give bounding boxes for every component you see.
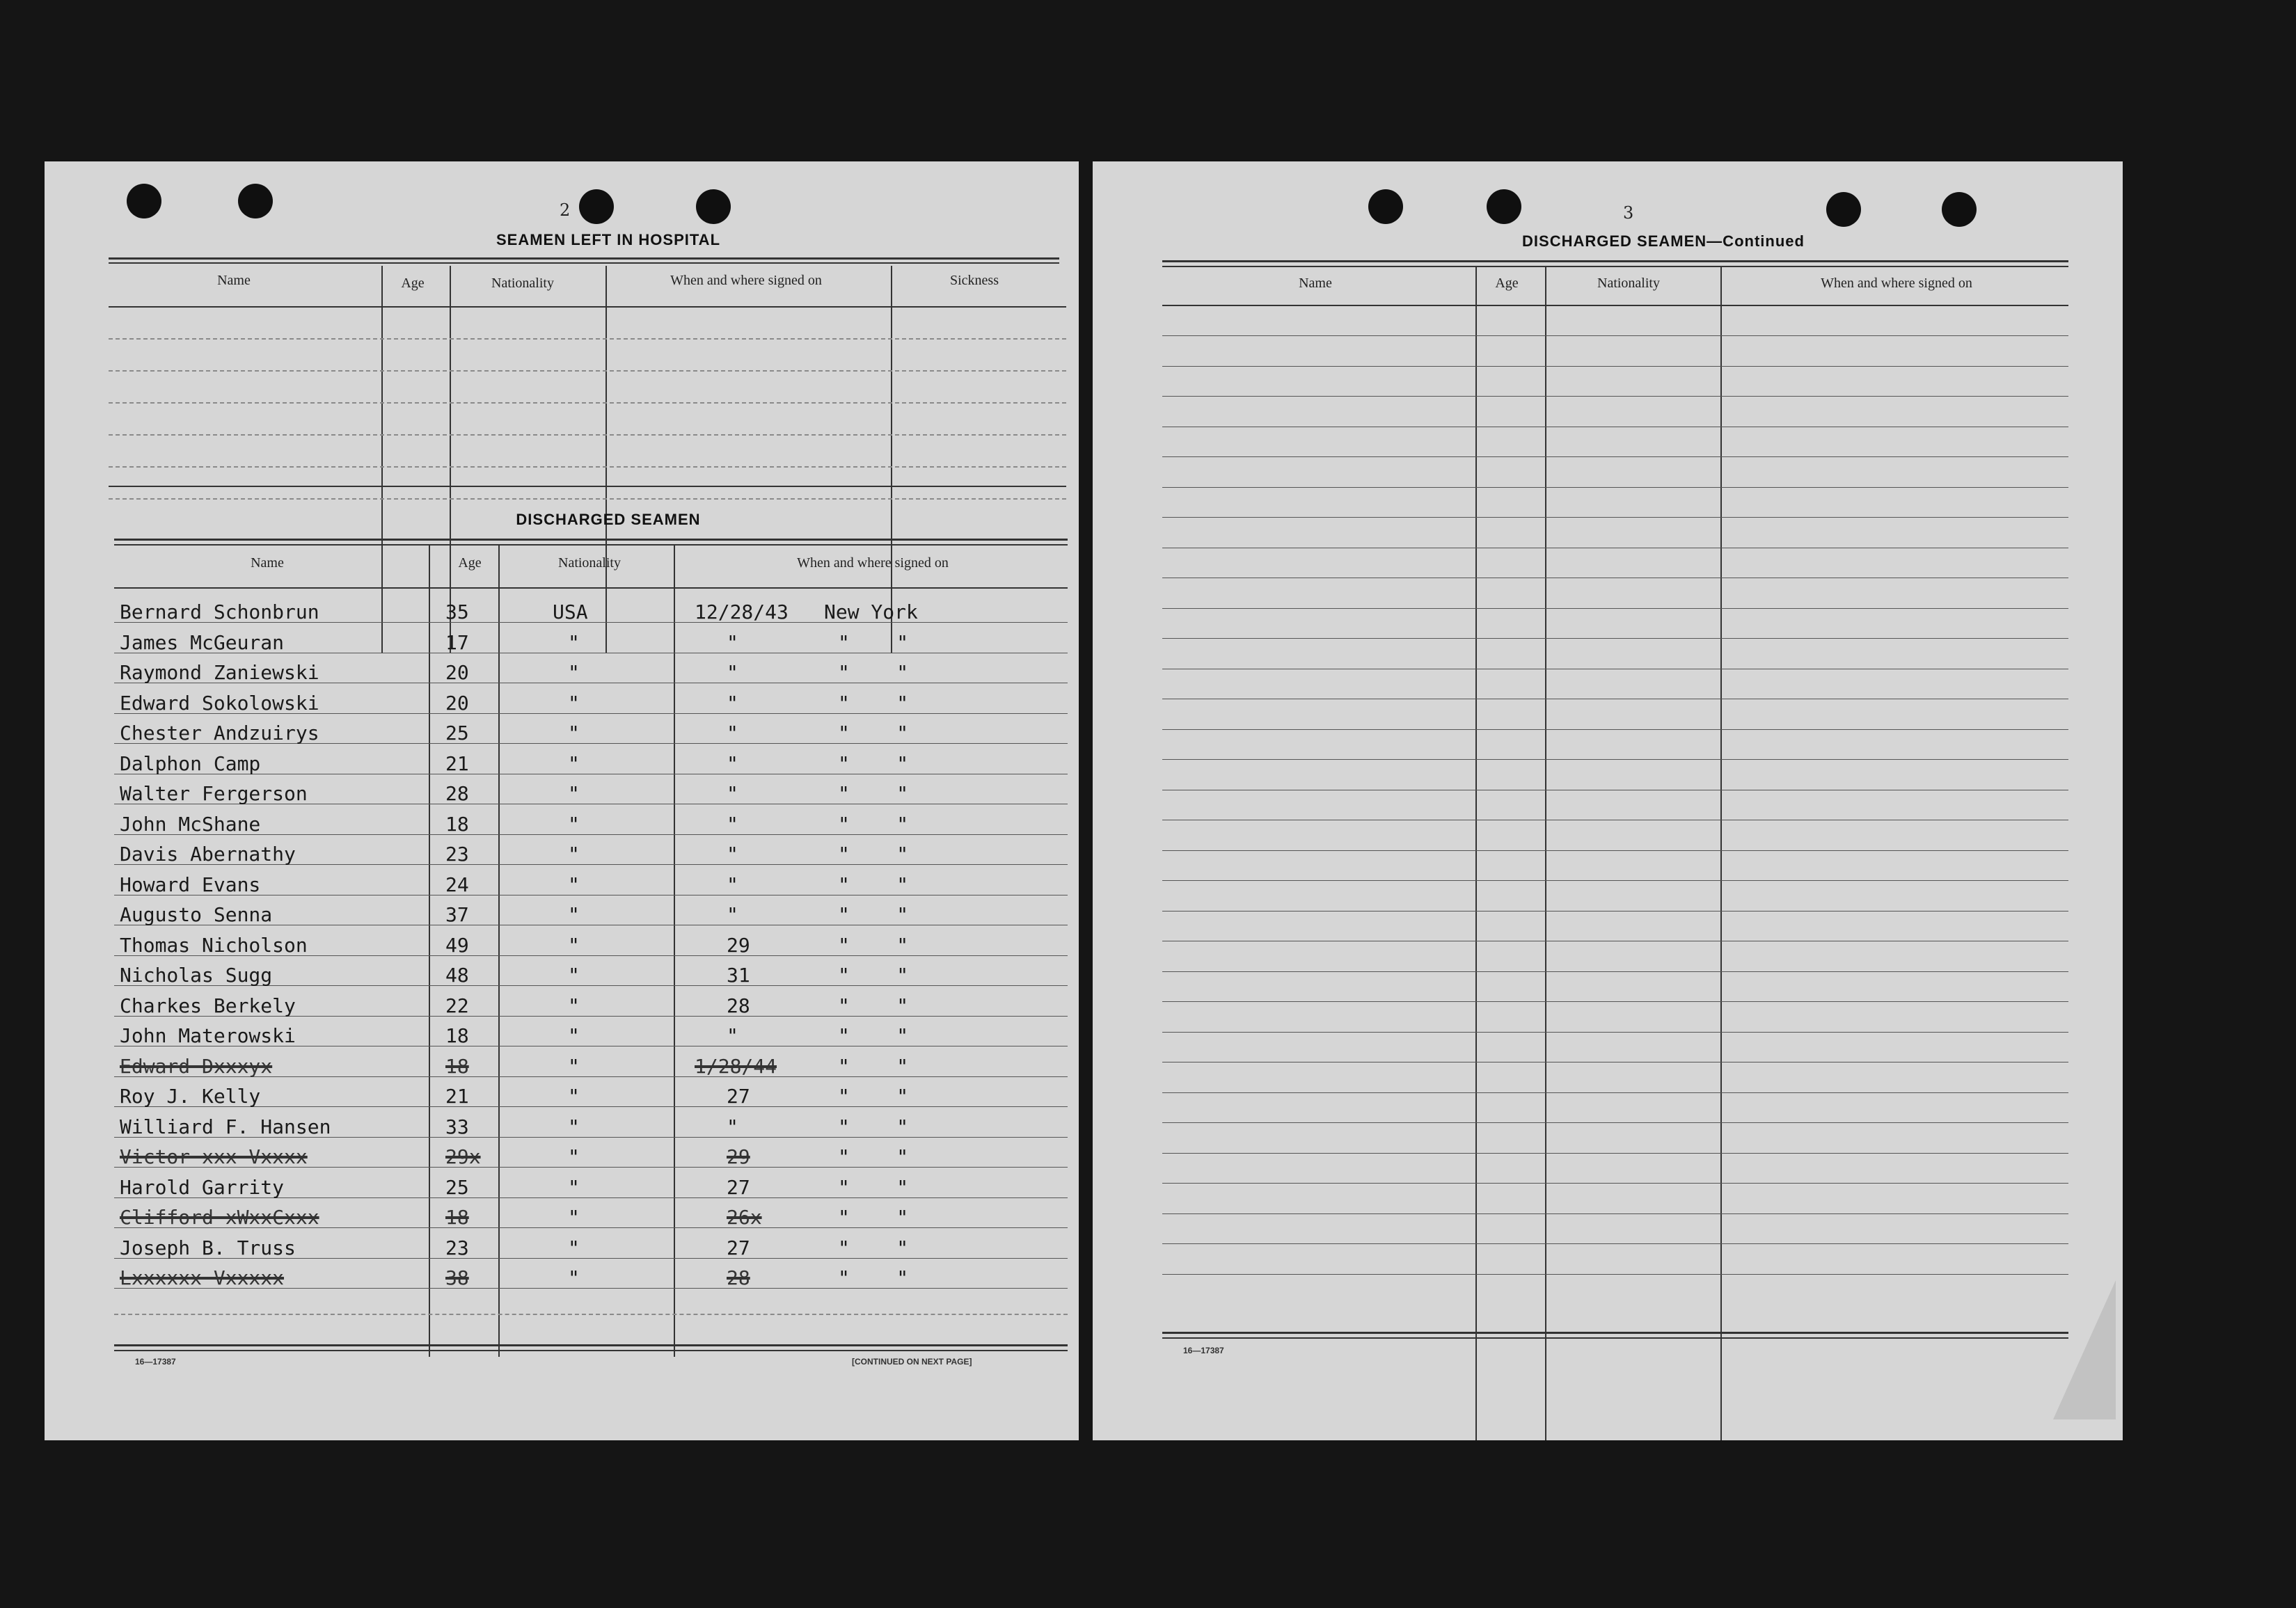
seaman-name: Dalphon Camp [120,752,261,775]
row-line [109,434,1066,436]
rule [1162,1332,2068,1334]
column-divider [1475,267,1477,1440]
seaman-signed-place: " " [838,631,909,654]
column-divider [498,546,500,1357]
row-line [1162,335,2068,336]
col-header-age: Age [1495,276,1519,291]
seaman-signed-place: " " [838,752,909,775]
seaman-age: 23 [445,843,469,866]
rule [114,544,1068,546]
row-line [1162,456,2068,457]
seaman-name: Joseph B. Truss [120,1236,296,1259]
col-header-nationality: Nationality [558,555,621,571]
seaman-nationality: " [568,1055,580,1078]
seaman-name: Bernard Schonbrun [120,600,319,623]
seaman-name: Walter Fergerson [120,782,308,805]
seaman-age: 38 [445,1266,469,1289]
continued-note: [CONTINUED ON NEXT PAGE] [852,1357,972,1367]
col-header-signed-on: When and where signed on [670,273,822,288]
row-line [1162,1122,2068,1123]
seaman-signed-place: " " [838,1055,909,1078]
seaman-age: 35 [445,600,469,623]
rule [114,587,1068,589]
hospital-section-title: SEAMEN LEFT IN HOSPITAL [496,231,721,248]
seaman-name: James McGeuran [120,631,285,654]
seaman-nationality: " [568,964,580,987]
seaman-age: 20 [445,661,469,684]
seaman-name: Charkes Berkely [120,994,296,1017]
row-line [1162,396,2068,397]
seaman-signed-date: " [727,692,738,715]
seaman-age: 37 [445,903,469,926]
continued-section-title: DISCHARGED SEAMEN—Continued [1522,232,1805,250]
seaman-age: 18 [445,813,469,836]
punch-hole [696,189,731,224]
column-divider [1720,267,1722,1440]
seaman-nationality: " [568,813,580,836]
seaman-signed-place: " " [838,873,909,896]
seaman-signed-place: New York [824,600,918,623]
seaman-age: 17 [445,631,469,654]
seaman-signed-place: " " [838,1176,909,1199]
seaman-age: 21 [445,752,469,775]
rule [109,257,1059,260]
punch-hole [1826,192,1861,227]
seaman-nationality: USA [553,600,588,623]
seaman-signed-date: " [727,661,738,684]
row-line [1162,880,2068,881]
seaman-signed-date: " [727,1024,738,1047]
row-line [1162,729,2068,730]
punch-hole [1368,189,1403,224]
seaman-signed-date: 1/28/44 [695,1055,777,1078]
seaman-nationality: " [568,934,580,957]
seaman-signed-place: " " [838,1115,909,1138]
seaman-name: Edward Dxxxyx [120,1055,273,1078]
seaman-name: Lxxxxxx Vxxxxx [120,1266,285,1289]
seaman-signed-place: " " [838,934,909,957]
row-line [1162,1274,2068,1275]
seaman-nationality: " [568,752,580,775]
rule [109,306,1066,308]
seaman-signed-date: " [727,631,738,654]
col-header-name: Name [251,555,284,571]
punch-hole [1487,189,1521,224]
seaman-name: Roy J. Kelly [120,1085,261,1108]
seaman-nationality: " [568,1115,580,1138]
seaman-age: 18 [445,1024,469,1047]
seaman-signed-place: " " [838,964,909,987]
rule [109,486,1066,487]
page-corner-fold [2053,1280,2116,1419]
seaman-name: Raymond Zaniewski [120,661,319,684]
col-header-nationality: Nationality [491,276,554,291]
seaman-nationality: " [568,782,580,805]
col-header-signed-on: When and where signed on [1821,276,1972,291]
seaman-name: Augusto Senna [120,903,273,926]
seaman-age: 18 [445,1206,469,1229]
row-line [114,1314,1068,1315]
seaman-signed-date: 12/28/43 [695,600,789,623]
seaman-name: Edward Sokolowski [120,692,319,715]
seaman-signed-place: " " [838,661,909,684]
seaman-age: 20 [445,692,469,715]
row-line [1162,971,2068,972]
row-line [109,498,1066,500]
rule [114,539,1068,541]
seaman-nationality: " [568,873,580,896]
seaman-signed-place: " " [838,843,909,866]
seaman-name: John McShane [120,813,261,836]
col-header-age: Age [458,555,482,571]
seaman-nationality: " [568,631,580,654]
rule [1162,266,2068,267]
seaman-signed-date: " [727,903,738,926]
punch-hole [1942,192,1977,227]
col-header-name: Name [1299,276,1332,291]
seaman-age: 18 [445,1055,469,1078]
seaman-signed-place: " " [838,994,909,1017]
seaman-name: Victor xxx Vxxxx [120,1145,308,1168]
seaman-age: 28 [445,782,469,805]
seaman-age: 49 [445,934,469,957]
seaman-nationality: " [568,994,580,1017]
seaman-signed-place: " " [838,1085,909,1108]
rule [114,1350,1068,1351]
row-line [1162,1213,2068,1214]
column-divider [1545,267,1546,1440]
seaman-signed-date: 29 [727,1145,750,1168]
seaman-nationality: " [568,1085,580,1108]
seaman-age: 25 [445,1176,469,1199]
seaman-signed-date: " [727,782,738,805]
seaman-signed-date: 31 [727,964,750,987]
row-line [1162,759,2068,760]
seaman-nationality: " [568,843,580,866]
rule [109,262,1059,264]
seaman-signed-place: " " [838,722,909,745]
rule [114,1344,1068,1346]
page-number: 3 [1623,203,1634,223]
column-divider [605,266,607,653]
seaman-name: Chester Andzuirys [120,722,319,745]
seaman-signed-place: " " [838,1145,909,1168]
row-line [1162,608,2068,609]
seaman-signed-place: " " [838,1206,909,1229]
seaman-name: Davis Abernathy [120,843,296,866]
seaman-signed-date: 29 [727,934,750,957]
seaman-name: Clifford xWxxCxxx [120,1206,319,1229]
form-number: 16—17387 [1183,1346,1224,1355]
seaman-nationality: " [568,1024,580,1047]
row-line [1162,1092,2068,1093]
seaman-nationality: " [568,1176,580,1199]
row-line [109,370,1066,372]
seaman-name: Williard F. Hansen [120,1115,331,1138]
discharged-section-title: DISCHARGED SEAMEN [516,511,701,528]
col-header-age: Age [401,276,425,291]
row-line [109,338,1066,340]
seaman-signed-date: " [727,843,738,866]
punch-hole [127,184,161,218]
page-number: 2 [560,200,571,220]
seaman-signed-date: 27 [727,1085,750,1108]
rule [1162,260,2068,262]
row-line [1162,487,2068,488]
row-line [1162,1032,2068,1033]
seaman-signed-place: " " [838,692,909,715]
seaman-signed-date: 28 [727,1266,750,1289]
seaman-nationality: " [568,1236,580,1259]
col-header-sickness: Sickness [950,273,999,288]
seaman-signed-place: " " [838,1024,909,1047]
seaman-signed-date: " [727,722,738,745]
row-line [109,402,1066,404]
column-divider [891,266,892,653]
row-line [109,466,1066,468]
seaman-age: 48 [445,964,469,987]
seaman-signed-date: " [727,752,738,775]
seaman-age: 22 [445,994,469,1017]
seaman-signed-place: " " [838,903,909,926]
seaman-signed-place: " " [838,1266,909,1289]
column-divider [450,266,451,653]
seaman-age: 21 [445,1085,469,1108]
seaman-nationality: " [568,903,580,926]
seaman-age: 23 [445,1236,469,1259]
seaman-nationality: " [568,1206,580,1229]
col-header-nationality: Nationality [1597,276,1660,291]
row-line [1162,1183,2068,1184]
col-header-name: Name [217,273,251,288]
row-line [1162,1001,2068,1002]
seaman-name: Thomas Nicholson [120,934,308,957]
seaman-signed-place: " " [838,1236,909,1259]
seaman-signed-place: " " [838,782,909,805]
row-line [1162,1243,2068,1244]
seaman-age: 29x [445,1145,481,1168]
seaman-signed-place: " " [838,813,909,836]
rule [1162,1337,2068,1339]
seaman-signed-date: " [727,1115,738,1138]
seaman-nationality: " [568,1145,580,1168]
seaman-nationality: " [568,1266,580,1289]
row-line [1162,850,2068,851]
rule [1162,305,2068,306]
col-header-signed-on: When and where signed on [797,555,949,571]
seaman-signed-date: 26x [727,1206,762,1229]
seaman-signed-date: 28 [727,994,750,1017]
seaman-signed-date: " [727,813,738,836]
row-line [1162,1153,2068,1154]
row-line [1162,517,2068,518]
seaman-nationality: " [568,692,580,715]
column-divider [381,266,383,653]
row-line [1162,911,2068,912]
seaman-nationality: " [568,661,580,684]
punch-hole [238,184,273,218]
seaman-age: 24 [445,873,469,896]
left-page [45,161,1079,1440]
seaman-age: 25 [445,722,469,745]
row-line [1162,638,2068,639]
seaman-signed-date: 27 [727,1236,750,1259]
right-page [1093,161,2123,1440]
seaman-name: Harold Garrity [120,1176,285,1199]
form-number: 16—17387 [135,1357,176,1367]
seaman-signed-date: 27 [727,1176,750,1199]
column-divider [429,546,430,1357]
seaman-nationality: " [568,722,580,745]
seaman-signed-date: " [727,873,738,896]
seaman-name: Nicholas Sugg [120,964,273,987]
seaman-name: John Materowski [120,1024,296,1047]
row-line [1162,366,2068,367]
punch-hole [579,189,614,224]
column-divider [674,546,675,1357]
seaman-age: 33 [445,1115,469,1138]
seaman-name: Howard Evans [120,873,261,896]
